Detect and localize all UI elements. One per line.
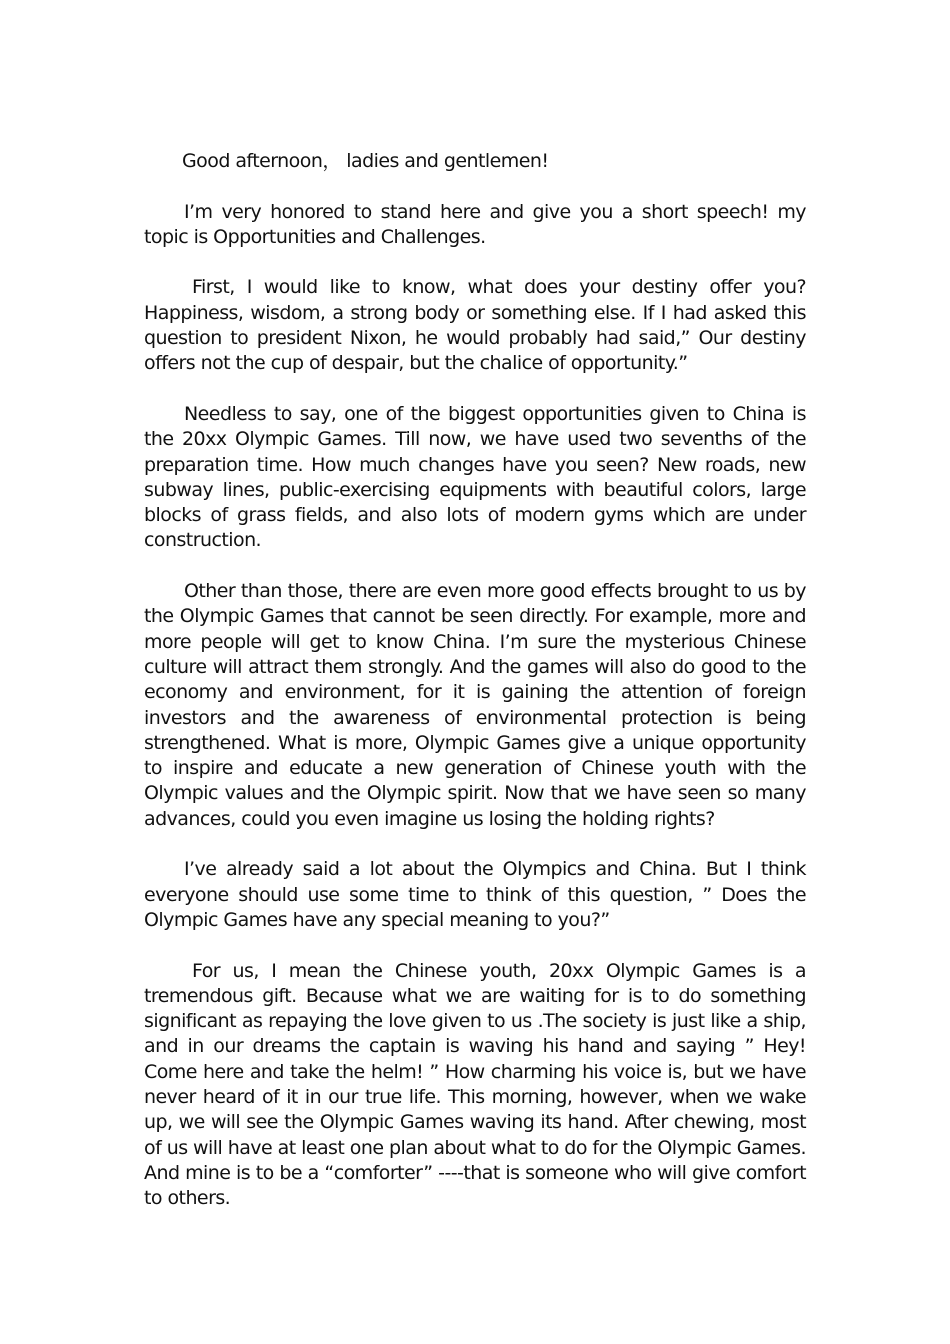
destiny-paragraph: First, I would like to know, what does your destiny offer you? Happiness, wisdom, a strong body or something else. If I had asked this question to president Nixon, he would probably had said,” Our destiny offers not the cup of despair, but the chalice of opportunity.” xyxy=(144,276,812,375)
youth-paragraph: For us, I mean the Chinese youth, 20xx Olympic Games is a tremendous gift. Because what we are waiting for is to do something significant as repaying the love given to us .The society is just like a ship, and in our dreams the captain is waving his hand and saying ” Hey! Come here and take the helm! ” How charming his voice is, but we have never heard of it in our true life. This morning, however, when we wake up, we will see the Olympic Games waving its hand. After chewing, most of us will have at least one plan about what to do for the Olympic Games. And mine is to be a “comforter” ----that is someone who will give comfort to others. xyxy=(144,959,812,1210)
greeting-paragraph: Good afternoon， ladies and gentlemen! xyxy=(182,150,549,172)
intro-paragraph: I’m very honored to stand here and give you a short speech! my topic is Opportunities and Challenges. xyxy=(144,200,812,248)
opportunity-paragraph: Needless to say, one of the biggest opportunities given to China is the 20xx Olympic Games. Till now, we have used two sevenths of the preparation time. How much changes have you seen? New roads, new subway lines, public-exercising equipments with beautiful colors, large blocks of grass fields, and also lots of modern gyms which are under construction. xyxy=(144,402,812,552)
speech-body xyxy=(144,149,812,1237)
question-paragraph: I’ve already said a lot about the Olympics and China. But I think everyone should use some time to think of this question, ” Does the Olympic Games have any special meaning to you?” xyxy=(144,858,812,931)
effects-paragraph: Other than those, there are even more good effects brought to us by the Olympic Games that cannot be seen directly. For example, more and more people will get to know China. I’m sure the mysterious Chinese culture will attract them strongly. And the games will also do good to the economy and environment, for it is gaining the attention of foreign investors and the awareness of environmental protection is being strengthened. What is more, Olympic Games give a unique opportunity to inspire and educate a new generation of Chinese youth with the Olympic values and the Olympic spirit. Now that we have seen so many advances, could you even imagine us losing the holding rights? xyxy=(144,580,812,830)
